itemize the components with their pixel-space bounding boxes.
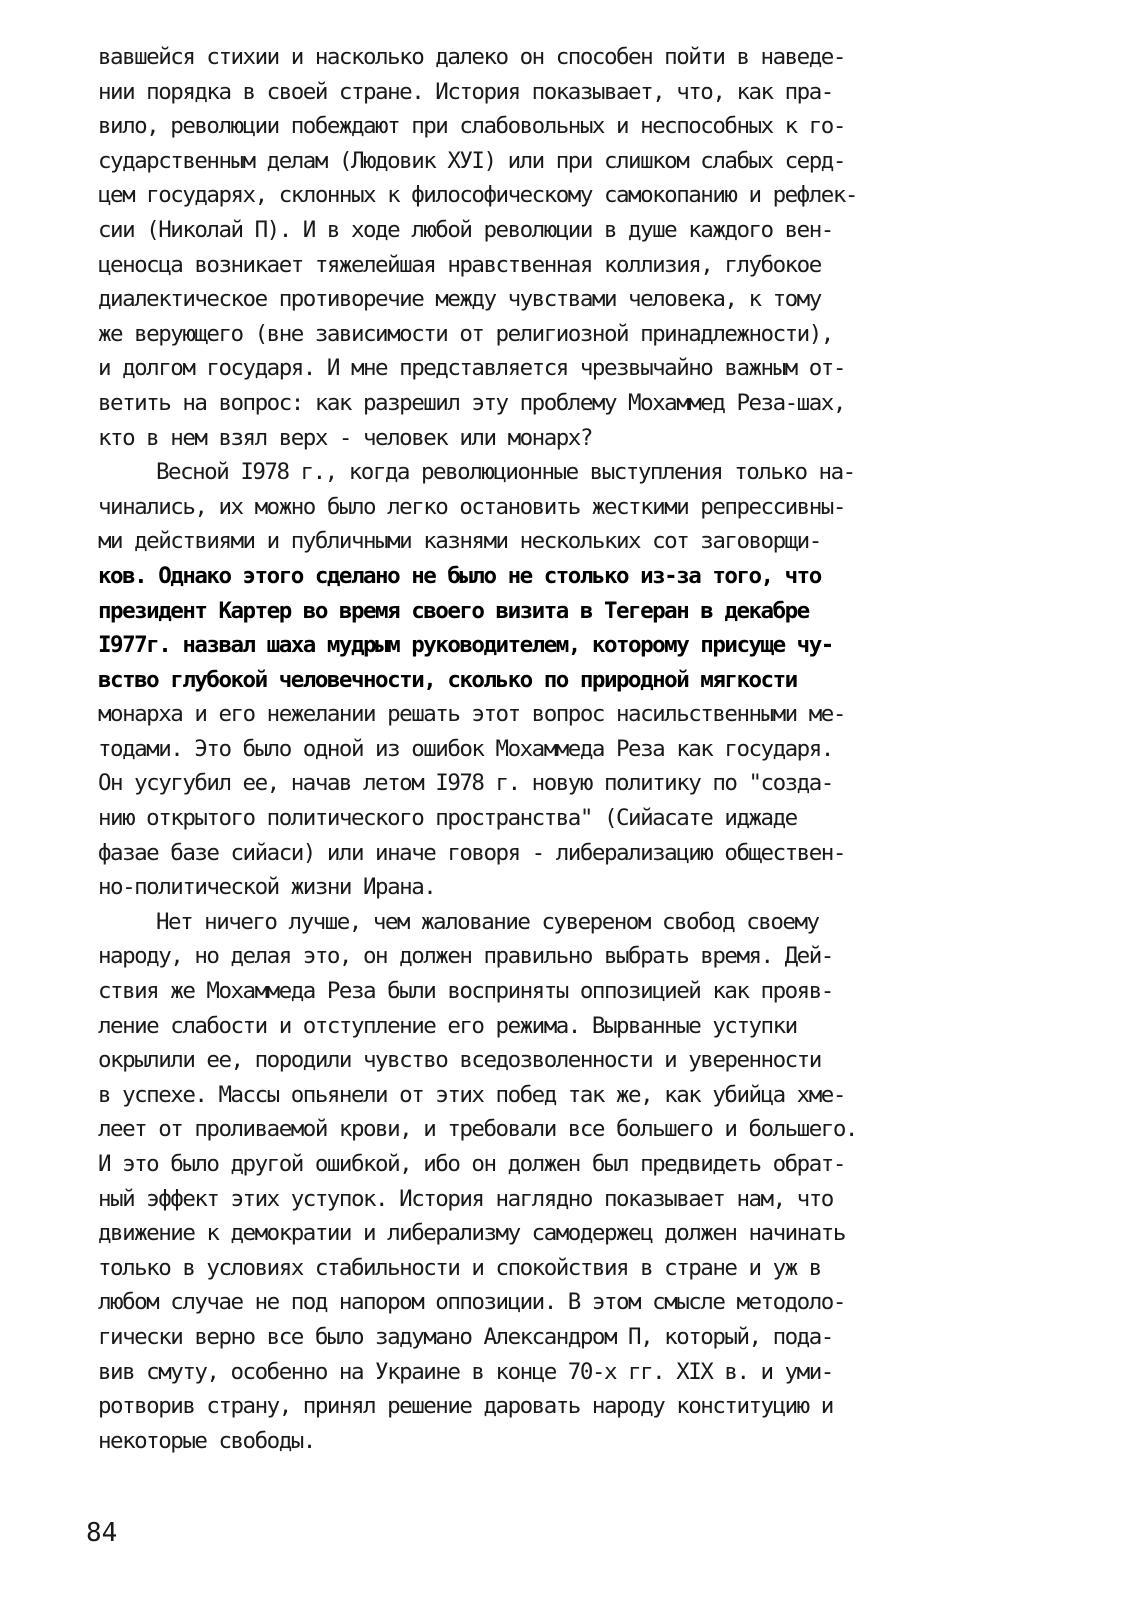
text-line: фазае базе сийаси) или иначе говоря - либерализацию обществен-: [98, 839, 845, 866]
text-line: И это было другой ошибкой, ибо он должен был предвидеть обрат-: [98, 1151, 845, 1177]
text-line: но-политической жизни Ирана.: [98, 874, 436, 901]
text-line: движение к демократии и либерализму самодержец должен начинать: [98, 1220, 845, 1247]
text-line: нию открытого политического пространства" (Сийасате иджаде: [98, 805, 797, 832]
text-line: вив смуту, особенно на Украине в конце 70-х гг. XIX в. и уми-: [98, 1358, 833, 1385]
text-line: и долгом государя. И мне представляется чрезвычайно важным от-: [98, 355, 845, 382]
text-line: нии порядка в своей стране. История показывает, что, как пра-: [98, 78, 833, 105]
text-line-bold: I977г. назвал шаха мудрым руководителем, которому присуще чу-: [98, 632, 833, 659]
text-line: чинались, их можно было легко остановить жесткими репрессивны-: [98, 493, 845, 520]
body-text: [98, 40, 1058, 1458]
text-line: ротворив страну, принял решение даровать народу конституцию и: [98, 1393, 833, 1420]
text-line: вавшейся стихии и насколько далеко он способен пойти в наведе-: [98, 44, 845, 70]
text-line: некоторые свободы.: [98, 1427, 315, 1454]
text-line: же верующего (вне зависимости от религиозной принадлежности),: [98, 320, 833, 347]
page-number: 84: [86, 1518, 118, 1548]
text-line: диалектическое противоречие между чувствами человека, к тому: [98, 286, 821, 313]
text-line: тодами. Это было одной из ошибок Мохаммеда Реза как государя.: [98, 735, 833, 762]
text-line: гически верно все было задумано Александром П, который, пода-: [98, 1323, 833, 1350]
text-line: народу, но делая это, он должен правильно выбрать время. Дей-: [98, 943, 833, 970]
text-line-bold: президент Картер во время своего визита в Тегеран в декабре: [98, 597, 809, 624]
text-line: леет от проливаемой крови, и требовали все большего и большего.: [98, 1116, 857, 1143]
text-line: ный эффект этих уступок. История наглядно показывает нам, что: [98, 1185, 833, 1212]
text-line: вило, революции побеждают при слабовольных и неспособных к го-: [98, 113, 845, 140]
paragraph-start-line: Весной I978 г., когда революционные выступления только на-: [156, 459, 855, 486]
text-line: только в условиях стабильности и спокойствия в стране и уж в: [98, 1254, 821, 1281]
text-line: Он усугубил ее, начав летом I978 г. новую политику по "созда-: [98, 770, 833, 797]
text-line: ствия же Мохаммеда Реза были восприняты оппозицией как прояв-: [98, 978, 833, 1005]
text-line: сударственным делам (Людовик ХУI) или при слишком слабых серд-: [98, 147, 845, 174]
text-line: ми действиями и публичными казнями нескольких сот заговорщи-: [98, 528, 821, 555]
text-line: любом случае не под напором оппозиции. В этом смысле методоло-: [98, 1289, 845, 1316]
text-line: окрылили ее, породили чувство вседозволенности и уверенности: [98, 1047, 821, 1074]
text-line: в успехе. Массы опьянели от этих побед так же, как убийца хме-: [98, 1081, 845, 1108]
text-line: ветить на вопрос: как разрешил эту проблему Мохаммед Реза-шах,: [98, 389, 845, 416]
text-line: цем государях, склонных к философическому самокопанию и рефлек-: [98, 182, 857, 209]
text-line: сии (Николай П). И в ходе любой революции в душе каждого вен-: [98, 216, 833, 243]
text-line-bold: ков. Однако этого сделано не было не столько из-за того, что: [98, 562, 821, 589]
text-line: ление слабости и отступление его режима. Вырванные уступки: [98, 1012, 797, 1039]
text-line: монарха и его нежелании решать этот вопрос насильственными ме-: [98, 701, 845, 728]
paragraph-start-line: Нет ничего лучше, чем жалование сувереном свобод своему: [156, 908, 819, 935]
text-line: кто в нем взял верх - человек или монарх?: [98, 424, 592, 451]
text-line-bold: вство глубокой человечности, сколько по природной мягкости: [98, 666, 797, 693]
text-line: ценосца возникает тяжелейшая нравственная коллизия, глубокое: [98, 251, 821, 278]
